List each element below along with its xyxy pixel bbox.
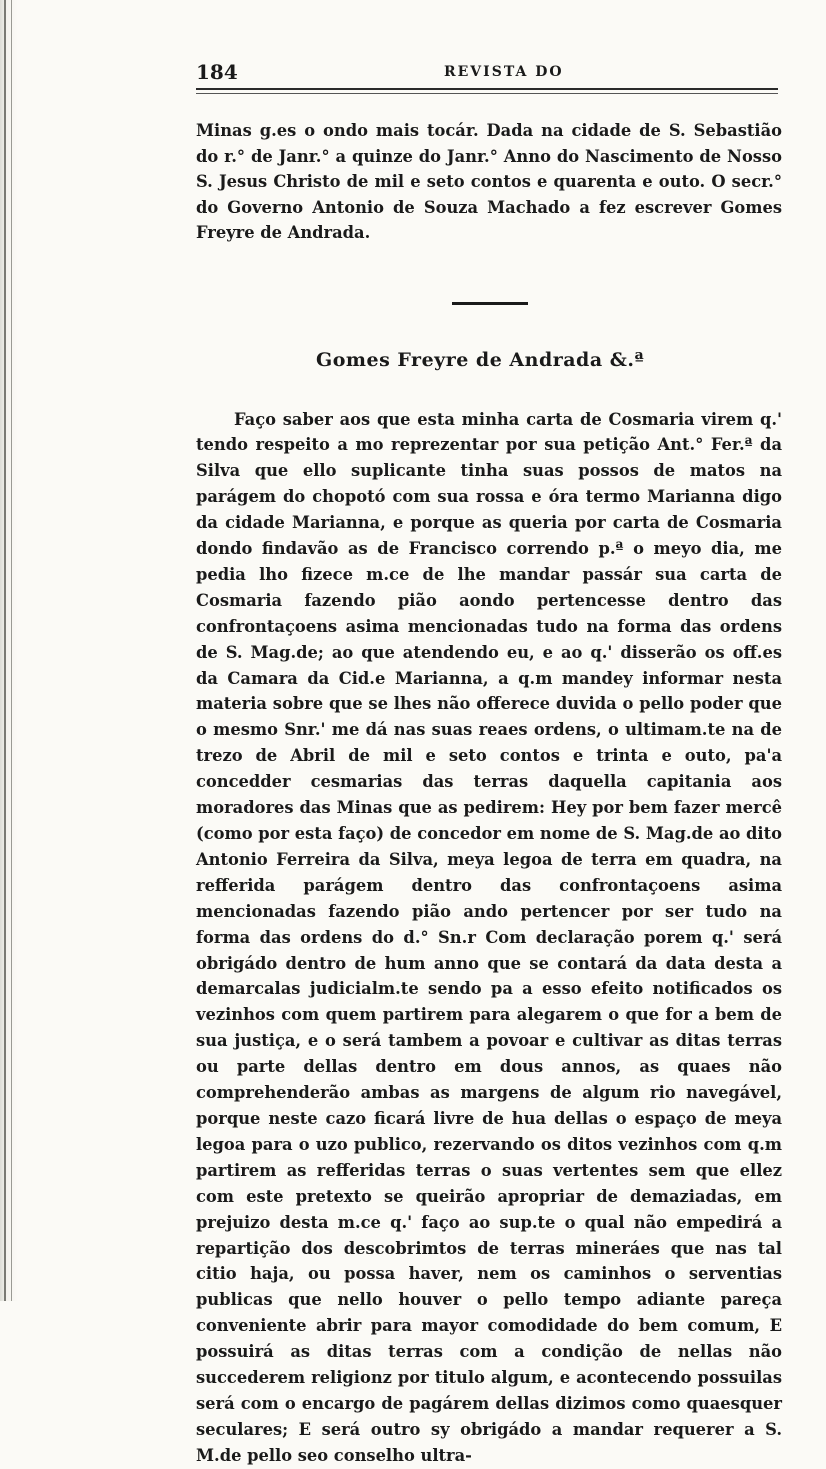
document-page (196, 58, 782, 1465)
section-title: Gomes Freyre de Andrada &.ª (316, 348, 645, 371)
running-head: REVISTA DO (444, 64, 564, 80)
header-rule (196, 88, 778, 94)
page-number: 184 (196, 60, 238, 84)
section-divider (452, 302, 528, 305)
closing-paragraph: Minas g.es o ondo mais tocár. Dada na cidade de S. Sebastião do r.° de Janr.° a quinze do Janr.° Anno do Nascimento de Nosso S. Jesus Christo de mil e seto contos e quarenta e outo. O secr.° do Governo Antonio de Souza Machado a fez escrever Gomes Freyre de Andrada. (196, 121, 782, 242)
body-paragraph: Faço saber aos que esta minha carta de Cosmaria virem q.' tendo respeito a mo reprezentar por sua petição Ant.° Fer.ª da Silva que ello suplicante tinha suas possos de matos na parágem do chopotó com sua rossa e óra termo Marianna digo da cidade Marianna, e porque as queria por carta de Cosmaria dondo findavão as de Francisco correndo p.ª o meyo dia, me pedia lho fizece m.ce de lhe mandar passár sua carta de Cosmaria fazendo pião aondo pertencesse dentro das confrontaçoens asima mencionadas tudo na forma das ordens de S. Mag.de; ao que atendendo eu, e ao q.' disserão os off.es da Camara da Cid.e Marianna, a q.m mandey informar nesta materia sobre que se lhes não offerece duvida o pello poder que o mesmo Snr.' me dá nas suas reaes ordens, o ultimam.te na de trezo de Abril de mil e seto contos e trinta e outo, pa'a concedder cesmarias das terras daquella capitania aos moradores das Minas que as pedirem: Hey por bem fazer mercê (como por esta faço) de concedor em nome de S. Mag.de ao dito Antonio Ferreira da Silva, meya legoa de terra em quadra, na refferida parágem dentro das confrontaçoens asima mencionadas fazendo pião ando pertencer por ser tudo na forma das ordens do d.° Sn.r Com declaração porem q.' será obrigádo dentro de hum anno que se contará da data desta a demarcalas judicialm.te sendo pa a esso efeito notificados os vezinhos com quem partirem para alegarem o que for a bem de sua justiça, e o será tambem a povoar e cultivar as ditas terras ou parte dellas dentro em dous annos, as quaes não comprehenderão ambas as margens de algum rio navegável, porque neste cazo ficará livre de hua dellas o espaço de meya legoa para o uzo publico, rezervando os ditos vezinhos com q.m partirem as refferidas terras o suas vertentes sem que ellez com este pretexto se queirão apropriar de demaziadas, em prejuizo desta m.ce q.' faço ao sup.te o qual não empedirá a repartição dos descobrimtos de terras mineráes que nas tal citio haja, ou possa haver, nem os caminhos o serventias publicas que nello houver o pello tempo adiante pareça conveniente abrir para mayor comodidade do bem comum, E possuirá as ditas terras com a condição de nellas não succederem religionz por titulo algum, e acontecendo possuilas será com o encargo de pagárem dellas dizimos como quaesquer seculares; E será outro sy obrigádo a mandar requerer a S. M.de pello seo conselho ultra- (196, 409, 782, 1465)
page-binding-edge (0, 0, 20, 1301)
page-header (196, 58, 782, 88)
